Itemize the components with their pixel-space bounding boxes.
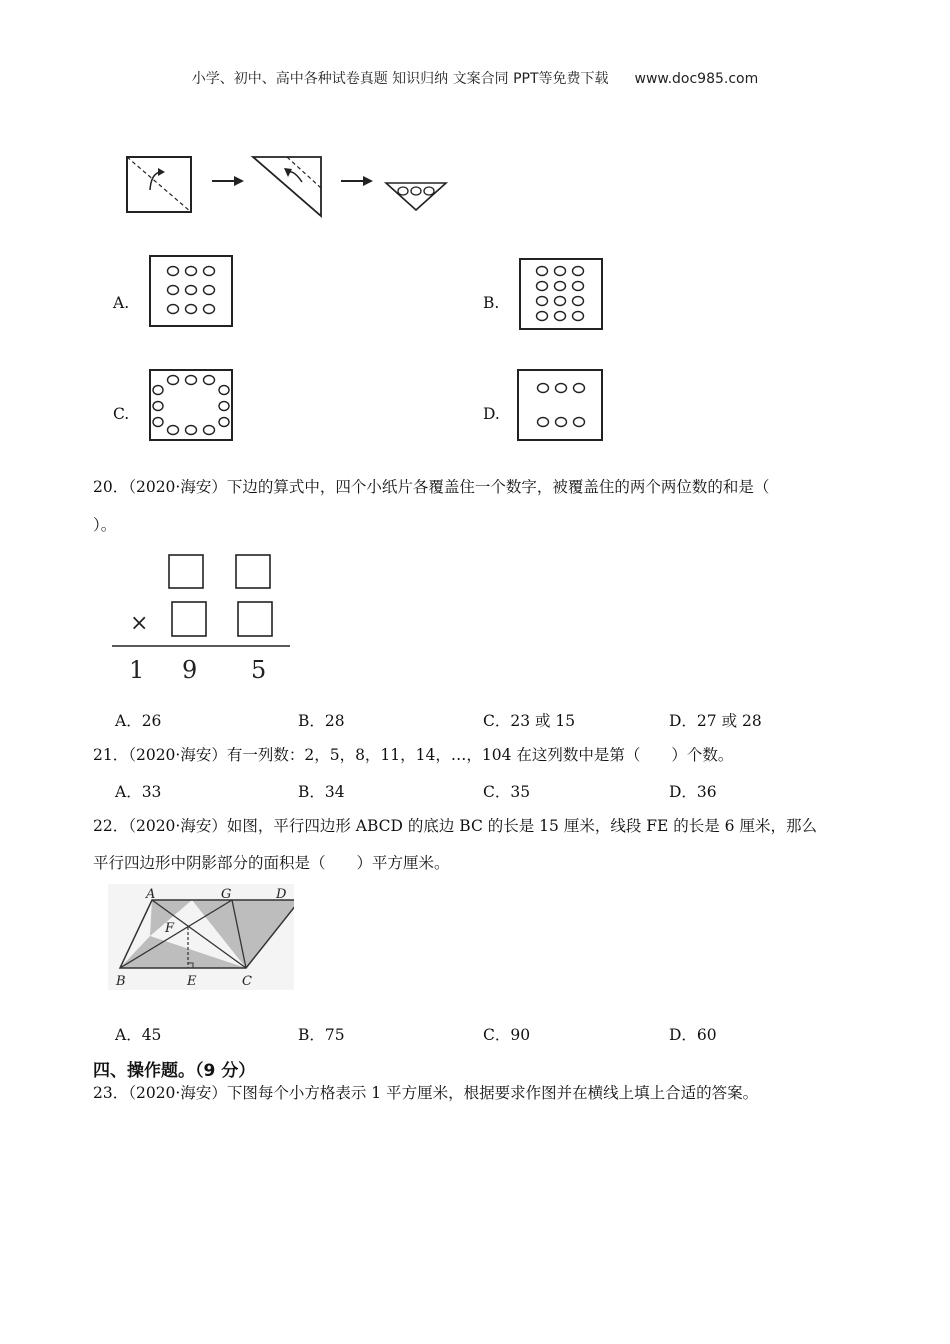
arrow-right-icon <box>341 176 373 186</box>
vertex-label-c: C <box>242 974 252 989</box>
section-4-title: 四、操作题。（9 分） <box>93 1061 256 1081</box>
q22-option-c: C．90 <box>483 1026 531 1044</box>
product-digit: 9 <box>182 656 198 684</box>
vertex-label-e: E <box>187 974 197 989</box>
q21-text: 21．（2020·海安）有一列数：2，5，8，11，14，…，104 在这列数中是第（ ）个数。 <box>93 746 734 764</box>
product-digit: 1 <box>129 656 145 684</box>
q22-option-d: D．60 <box>669 1026 717 1044</box>
q20-text-line2: ）。 <box>93 516 117 534</box>
q20-option-a: A．26 <box>115 712 162 730</box>
q19-option-b-label: B. <box>483 294 500 312</box>
q20-text-line1: 20．（2020·海安）下边的算式中，四个小纸片各覆盖住一个数字，被覆盖住的两个两位数的和是（ <box>93 478 770 496</box>
q20-multiplication-figure <box>108 548 298 686</box>
vertex-label-b: B <box>116 974 126 989</box>
vertex-label-f: F <box>165 921 175 936</box>
header-site: www.doc985.com <box>634 71 759 87</box>
arrow-right-icon <box>212 176 244 186</box>
q23-text: 23．（2020·海安）下图每个小方格表示 1 平方厘米，根据要求作图并在横线上填上合适的答案。 <box>93 1084 759 1102</box>
q21-option-c: C．35 <box>483 783 531 801</box>
product-digit: 5 <box>251 656 267 684</box>
q21-option-d: D．36 <box>669 783 717 801</box>
header-text: 小学、初中、高中各种试卷真题 知识归纳 文案合同 PPT等免费下载 <box>191 71 609 87</box>
q22-text-line2: 平行四边形中阴影部分的面积是（ ）平方厘米。 <box>93 854 450 872</box>
q19-option-b-figure <box>518 257 606 331</box>
fold-step-square <box>127 157 191 212</box>
folding-steps-figure <box>120 150 460 222</box>
q19-option-d-figure <box>516 368 606 444</box>
covered-digit-box <box>236 555 270 588</box>
covered-digit-box <box>169 555 203 588</box>
q21-option-a: A．33 <box>115 783 162 801</box>
fold-step-small-triangle <box>386 183 446 210</box>
covered-digit-box <box>172 602 206 636</box>
page-header <box>0 68 950 88</box>
times-sign: × <box>130 611 149 636</box>
q19-option-d-label: D. <box>483 405 500 423</box>
vertex-label-d: D <box>276 887 287 902</box>
q22-option-a: A．45 <box>115 1026 162 1044</box>
q20-option-b: B．28 <box>298 712 345 730</box>
q20-option-d: D．27 或 28 <box>669 712 762 730</box>
q22-parallelogram-figure <box>108 884 294 990</box>
vertex-label-g: G <box>221 887 232 902</box>
fold-step-triangle <box>253 157 321 216</box>
q19-option-a-label: A. <box>113 294 130 312</box>
covered-digit-box <box>238 602 272 636</box>
q19-option-c-label: C. <box>113 405 130 423</box>
q22-option-b: B．75 <box>298 1026 345 1044</box>
q22-text-line1: 22．（2020·海安）如图，平行四边形 ABCD 的底边 BC 的长是 15 厘米，线段 FE 的长是 6 厘米，那么 <box>93 817 817 835</box>
q19-option-c-figure <box>148 368 236 444</box>
q19-option-a-figure <box>148 254 236 330</box>
vertex-label-a: A <box>146 887 156 902</box>
q20-option-c: C．23 或 15 <box>483 712 576 730</box>
q21-option-b: B．34 <box>298 783 345 801</box>
